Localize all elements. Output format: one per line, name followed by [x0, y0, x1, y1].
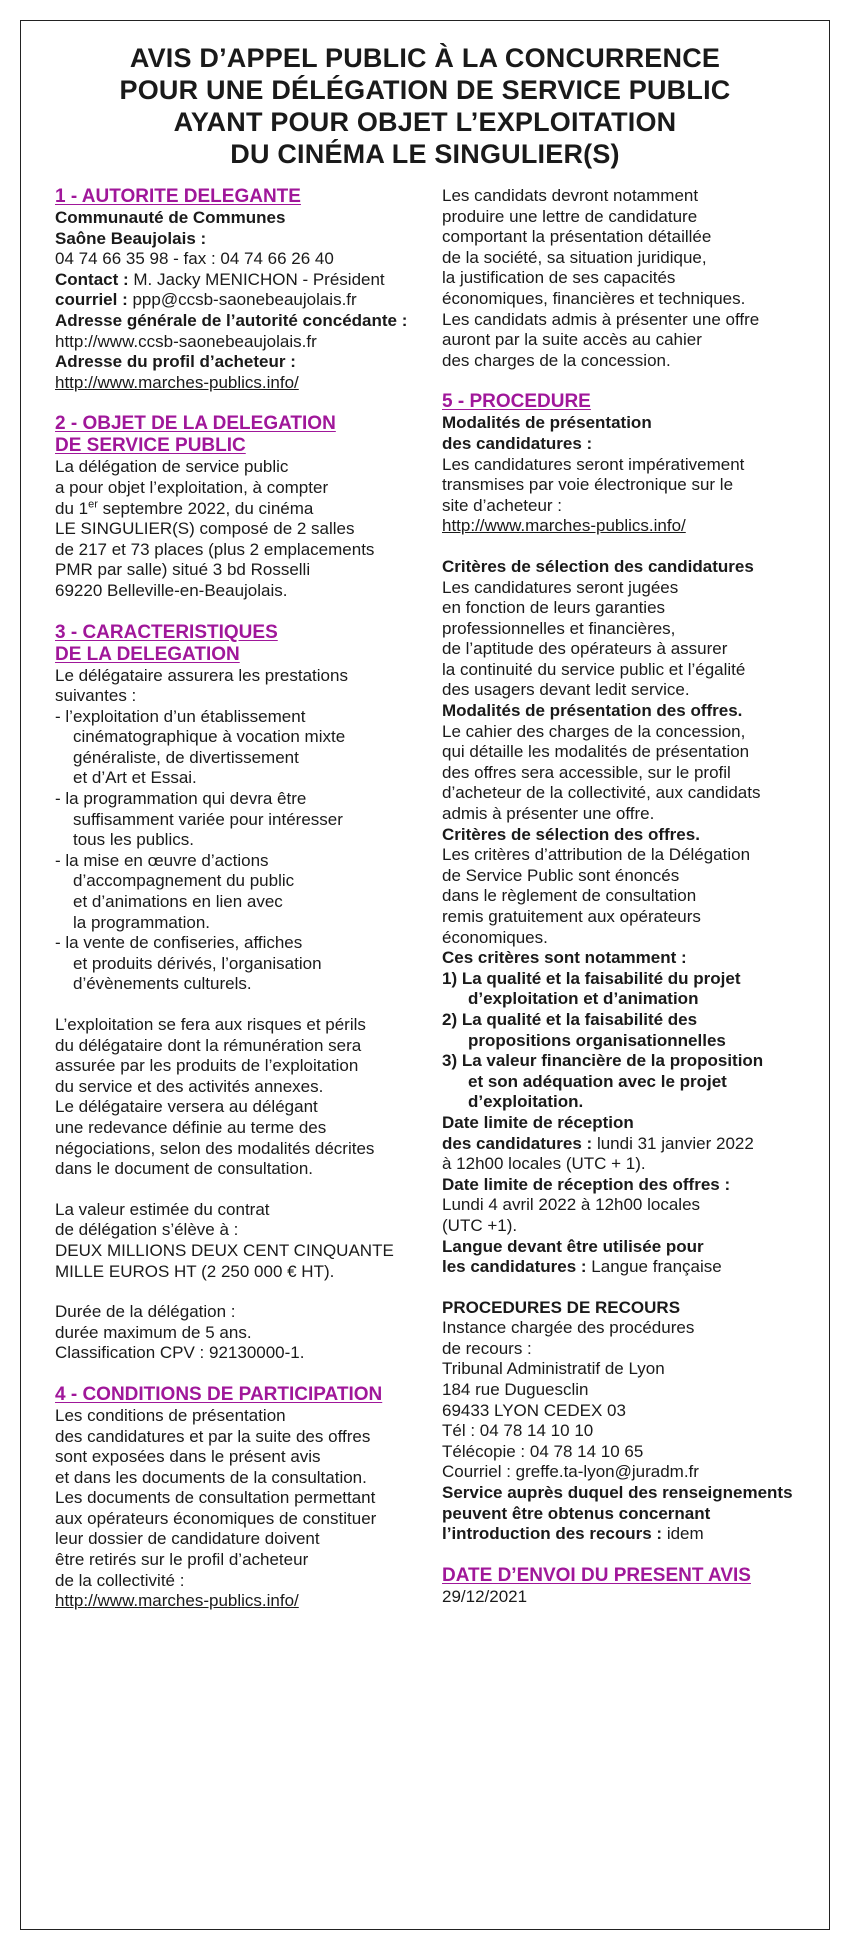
text-line: Les candidats admis à présenter une offre — [442, 309, 760, 329]
bullet-line: - la programmation qui devra être — [55, 789, 307, 809]
text-line: être retirés sur le profil d’acheteur — [55, 1550, 309, 1570]
profil-link[interactable]: http://www.marches-publics.info/ — [55, 372, 299, 392]
text-line: d’acheteur de la collectivité, aux candidats — [442, 783, 761, 803]
subheading: Date limite de réception des offres : — [442, 1174, 731, 1194]
subheading: Critères de sélection des offres. — [442, 824, 700, 844]
text-line: site d’acheteur : — [442, 495, 563, 515]
language-value: Langue française — [586, 1257, 722, 1277]
subheading: Date limite de réception — [442, 1112, 634, 1132]
text-line: de 217 et 73 places (plus 2 emplacements — [55, 539, 375, 559]
bullet-line: d’évènements culturels. — [73, 974, 252, 994]
profil-link[interactable]: http://www.marches-publics.info/ — [55, 1591, 299, 1611]
text-line: Les candidatures seront impérativement — [442, 454, 745, 474]
courriel-line — [55, 290, 425, 311]
text-line: en fonction de leurs garanties — [442, 598, 666, 618]
text-line: Les candidatures seront jugées — [442, 577, 679, 597]
text-line: des charges de la concession. — [442, 350, 671, 370]
criteria-item: 2) La qualité et la faisabilité des — [442, 1009, 698, 1029]
section-heading-caracteristiques: DE LA DELEGATION — [55, 643, 240, 665]
text-line: La valeur estimée du contrat — [55, 1199, 270, 1219]
text-line: MILLE EUROS HT (2 250 000 € HT). — [55, 1261, 335, 1281]
text-line: sont exposées dans le présent avis — [55, 1447, 321, 1467]
text-line — [55, 499, 425, 520]
text-line: à 12h00 locales (UTC + 1). — [442, 1154, 646, 1174]
text-line: la continuité du service public et l’égalité — [442, 659, 746, 679]
text-line: des offres sera accessible, sur le profil — [442, 762, 731, 782]
language-line — [442, 1257, 817, 1278]
text-line: comportant la présentation détaillée — [442, 227, 712, 247]
left-column — [55, 186, 425, 1612]
notice-title — [20, 42, 830, 170]
subheading: des candidatures : — [442, 433, 593, 453]
text-line: Tél : 04 78 14 10 10 — [442, 1421, 594, 1441]
text-line: de recours : — [442, 1338, 532, 1358]
text-line: PMR par salle) situé 3 bd Rosselli — [55, 560, 311, 580]
text-span: du 1 — [55, 498, 89, 518]
text-line: Les candidats devront notamment — [442, 186, 699, 205]
superscript: er — [88, 497, 98, 510]
text-line: Le délégataire versera au délégant — [55, 1097, 318, 1117]
subheading: Service auprès duquel des renseignements — [442, 1483, 793, 1503]
text-line: La délégation de service public — [55, 457, 289, 477]
text-line: Télécopie : 04 78 14 10 65 — [442, 1441, 644, 1461]
org-name: Saône Beaujolais : — [55, 228, 207, 248]
section-heading-conditions: 4 - CONDITIONS DE PARTICIPATION — [55, 1383, 383, 1405]
bullet-line: tous les publics. — [73, 830, 194, 850]
section-heading-procedure: 5 - PROCEDURE — [442, 391, 591, 413]
section-heading-objet: DE SERVICE PUBLIC — [55, 435, 246, 457]
text-line: Classification CPV : 92130000-1. — [55, 1343, 305, 1363]
org-name: Communauté de Communes — [55, 208, 286, 227]
subheading: Ces critères sont notamment : — [442, 948, 687, 968]
text-line: qui détaille les modalités de présentation — [442, 742, 750, 762]
title-line: AVIS D’APPEL PUBLIC À LA CONCURRENCE — [129, 43, 721, 73]
text-line: 184 rue Duguesclin — [442, 1380, 589, 1400]
contact-line — [55, 270, 425, 291]
text-line: la justification de ses capacités — [442, 268, 676, 288]
bullet-line: - la vente de confiseries, affiches — [55, 933, 303, 953]
text-line: de la collectivité : — [55, 1570, 185, 1590]
section-heading-objet: 2 - OBJET DE LA DELEGATION — [55, 413, 336, 435]
adresse-link[interactable]: http://www.ccsb-saonebeaujolais.fr — [55, 331, 317, 351]
bullet-line: et produits dérivés, l’organisation — [73, 953, 322, 973]
subheading: Modalités de présentation des offres. — [442, 701, 743, 721]
adresse-label: Adresse générale de l’autorité concédante : — [55, 310, 408, 330]
bullet-line: d’accompagnement du public — [73, 871, 295, 891]
right-column — [442, 186, 817, 1607]
criteria-item: d’exploitation. — [468, 1092, 584, 1112]
bullet-line: suffisamment variée pour intéresser — [73, 809, 343, 829]
text-line: LE SINGULIER(S) composé de 2 salles — [55, 519, 355, 539]
text-line: a pour objet l’exploitation, à compter — [55, 477, 329, 497]
text-line: de la société, sa situation juridique, — [442, 247, 707, 267]
bullet-line: et d’Art et Essai. — [73, 768, 197, 788]
subheading: peuvent être obtenus concernant — [442, 1503, 711, 1523]
title-line: DU CINÉMA LE SINGULIER(S) — [230, 139, 620, 169]
language-label: les candidatures : — [442, 1257, 587, 1277]
text-line: Courriel : greffe.ta-lyon@juradm.fr — [442, 1462, 699, 1482]
contact-label: Contact : — [55, 269, 129, 289]
text-line: Les critères d’attribution de la Délégation — [442, 845, 751, 865]
text-line: produire une lettre de candidature — [442, 206, 698, 226]
text-line: leur dossier de candidature doivent — [55, 1529, 320, 1549]
text-line: assurée par les produits de l’exploitation — [55, 1056, 359, 1076]
text-line: Les conditions de présentation — [55, 1405, 286, 1425]
service-line — [442, 1524, 817, 1545]
text-line: des candidatures et par la suite des offres — [55, 1426, 371, 1446]
subheading: Langue devant être utilisée pour — [442, 1236, 704, 1256]
text-line: Lundi 4 avril 2022 à 12h00 locales — [442, 1195, 701, 1215]
text-line: Les documents de consultation permettant — [55, 1488, 376, 1508]
title-line: POUR UNE DÉLÉGATION DE SERVICE PUBLIC — [119, 75, 731, 105]
text-line: Instance chargée des procédures — [442, 1318, 695, 1338]
org-phone: 04 74 66 35 98 - fax : 04 74 66 26 40 — [55, 249, 334, 269]
subheading: Critères de sélection des candidatures — [442, 556, 754, 576]
text-line: de l’aptitude des opérateurs à assurer — [442, 639, 728, 659]
text-line: une redevance définie au terme des — [55, 1117, 327, 1137]
criteria-item: 1) La qualité et la faisabilité du projet — [442, 968, 741, 988]
text-line: de délégation s’élève à : — [55, 1220, 239, 1240]
section-heading-autorite: 1 - AUTORITE DELEGANTE — [55, 186, 301, 207]
text-line: (UTC +1). — [442, 1215, 518, 1235]
courriel-label: courriel : — [55, 290, 128, 310]
section-heading-caracteristiques: 3 - CARACTERISTIQUES — [55, 621, 278, 643]
title-line: AYANT POUR OBJET L’EXPLOITATION — [173, 107, 677, 137]
criteria-item: propositions organisationnelles — [468, 1030, 726, 1050]
text-line: remis gratuitement aux opérateurs — [442, 907, 701, 926]
text-line: de Service Public sont énoncés — [442, 865, 680, 885]
text-line: durée maximum de 5 ans. — [55, 1322, 252, 1342]
deadline-value: lundi 31 janvier 2022 — [592, 1133, 754, 1153]
text-line: dans le règlement de consultation — [442, 886, 697, 906]
text-line: négociations, selon des modalités décrites — [55, 1138, 375, 1158]
text-line: 69220 Belleville-en-Beaujolais. — [55, 580, 288, 600]
contact-value: M. Jacky MENICHON - Président — [128, 269, 385, 289]
section-heading-envoi: DATE D’ENVOI DU PRESENT AVIS — [442, 1564, 751, 1586]
text-line: du service et des activités annexes. — [55, 1076, 324, 1096]
acheteur-link[interactable]: http://www.marches-publics.info/ — [442, 516, 686, 536]
bullet-line: la programmation. — [73, 912, 211, 932]
text-line: DEUX MILLIONS DEUX CENT CINQUANTE — [55, 1240, 394, 1260]
text-line: L’exploitation se fera aux risques et périls — [55, 1015, 366, 1034]
text-line: du délégataire dont la rémunération sera — [55, 1035, 362, 1055]
service-label: l’introduction des recours : — [442, 1524, 663, 1544]
text-line: Le délégataire assurera les prestations — [55, 665, 348, 685]
recours-heading: PROCEDURES DE RECOURS — [442, 1297, 681, 1317]
text-line: économiques, financières et techniques. — [442, 288, 746, 308]
text-line: et dans les documents de la consultation. — [55, 1467, 367, 1487]
envoi-date: 29/12/2021 — [442, 1586, 528, 1606]
criteria-item: et son adéquation avec le projet — [468, 1071, 727, 1091]
text-line: transmises par voie électronique sur le — [442, 475, 734, 495]
text-line: aux opérateurs économiques de constituer — [55, 1508, 377, 1528]
bullet-line: - la mise en œuvre d’actions — [55, 850, 269, 870]
service-value: idem — [662, 1524, 704, 1544]
text-line: dans le document de consultation. — [55, 1159, 314, 1179]
bullet-line: cinématographique à vocation mixte — [73, 727, 346, 747]
deadline-line — [442, 1134, 817, 1155]
text-line: économiques. — [442, 927, 548, 947]
bullet-line: généraliste, de divertissement — [73, 747, 299, 767]
text-line: 69433 LYON CEDEX 03 — [442, 1400, 626, 1420]
criteria-item: d’exploitation et d’animation — [468, 989, 699, 1009]
text-line: professionnelles et financières, — [442, 618, 676, 638]
bullet-line: et d’animations en lien avec — [73, 892, 283, 912]
bullet-line: - l’exploitation d’un établissement — [55, 706, 306, 726]
text-line: Tribunal Administratif de Lyon — [442, 1359, 665, 1379]
profil-label: Adresse du profil d’acheteur : — [55, 352, 296, 372]
text-line: Le cahier des charges de la concession, — [442, 721, 746, 741]
text-span: septembre 2022, du cinéma — [97, 498, 314, 518]
text-line: Durée de la délégation : — [55, 1302, 236, 1322]
criteria-item: 3) La valeur financière de la proposition — [442, 1051, 764, 1071]
courriel-value[interactable]: ppp@ccsb-saonebeaujolais.fr — [127, 290, 357, 310]
subheading: Modalités de présentation — [442, 413, 652, 433]
text-line: des usagers devant ledit service. — [442, 680, 690, 700]
text-line: suivantes : — [55, 686, 137, 706]
text-line: auront par la suite accès au cahier — [442, 330, 702, 350]
deadline-label: des candidatures : — [442, 1133, 593, 1153]
text-line: admis à présenter une offre. — [442, 804, 655, 824]
